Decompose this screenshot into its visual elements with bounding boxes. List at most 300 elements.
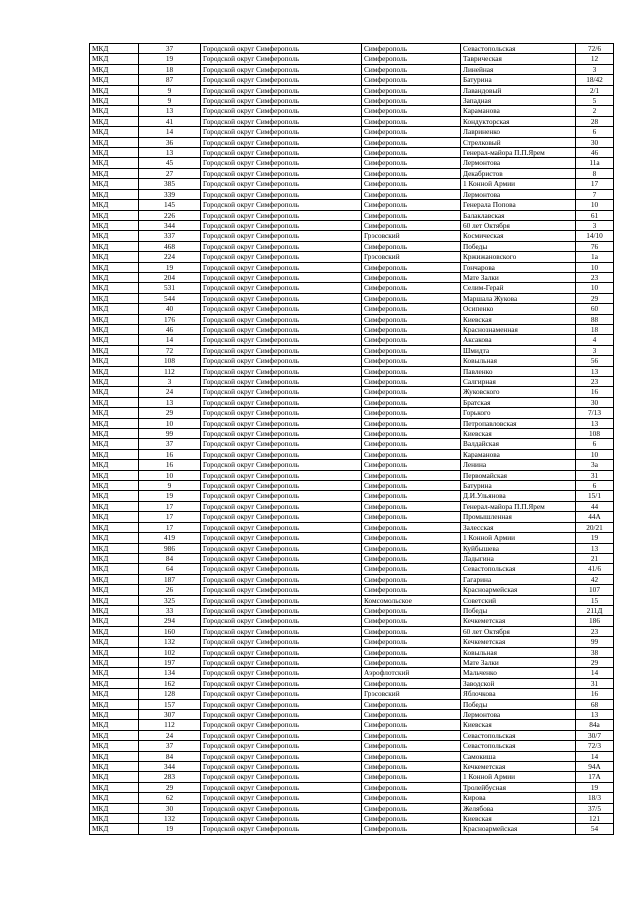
count-cell: 16 (139, 449, 201, 459)
table-row (90, 75, 614, 85)
street-cell: Яблочкова (461, 689, 576, 699)
house-number-cell: 7 (576, 189, 614, 199)
house-number-cell: 17 (576, 179, 614, 189)
building-type-cell: МКД (90, 678, 139, 688)
building-type-cell: МКД (90, 616, 139, 626)
house-number-cell: 56 (576, 356, 614, 366)
building-type-cell: МКД (90, 803, 139, 813)
municipality-cell: Городской округ Симферополь (201, 44, 362, 54)
municipality-cell: Городской округ Симферополь (201, 730, 362, 740)
building-type-cell: МКД (90, 64, 139, 74)
building-type-cell: МКД (90, 439, 139, 449)
locality-cell: Аэрофлотский (362, 668, 461, 678)
municipality-cell: Городской округ Симферополь (201, 543, 362, 553)
building-type-cell: МКД (90, 699, 139, 709)
street-cell: Желябова (461, 803, 576, 813)
table-row (90, 283, 614, 293)
locality-cell: Симферополь (362, 470, 461, 480)
street-cell: Таврическая (461, 54, 576, 64)
count-cell: 283 (139, 772, 201, 782)
count-cell: 13 (139, 106, 201, 116)
street-cell: Кондукторская (461, 116, 576, 126)
house-number-cell: 72/6 (576, 44, 614, 54)
street-cell: Победы (461, 699, 576, 709)
house-number-cell: 15/1 (576, 491, 614, 501)
building-type-cell: МКД (90, 449, 139, 459)
municipality-cell: Городской округ Симферополь (201, 449, 362, 459)
municipality-cell: Городской округ Симферополь (201, 429, 362, 439)
building-type-cell: МКД (90, 522, 139, 532)
street-cell: Шмидта (461, 345, 576, 355)
building-type-cell: МКД (90, 127, 139, 137)
municipality-cell: Городской округ Симферополь (201, 803, 362, 813)
municipality-cell: Городской округ Симферополь (201, 252, 362, 262)
house-number-cell: 30 (576, 137, 614, 147)
street-cell: Промышленная (461, 512, 576, 522)
municipality-cell: Городской округ Симферополь (201, 210, 362, 220)
street-cell: Стрелковый (461, 137, 576, 147)
house-number-cell: 31 (576, 470, 614, 480)
count-cell: 24 (139, 387, 201, 397)
house-number-cell: 3 (576, 345, 614, 355)
table-row (90, 189, 614, 199)
locality-cell: Симферополь (362, 564, 461, 574)
count-cell: 19 (139, 54, 201, 64)
table-row (90, 387, 614, 397)
count-cell: 16 (139, 460, 201, 470)
table-row (90, 293, 614, 303)
house-number-cell: 29 (576, 657, 614, 667)
municipality-cell: Городской округ Симферополь (201, 553, 362, 563)
house-number-cell: 28 (576, 116, 614, 126)
locality-cell: Симферополь (362, 772, 461, 782)
house-number-cell: 107 (576, 585, 614, 595)
municipality-cell: Городской округ Симферополь (201, 439, 362, 449)
municipality-cell: Городской округ Симферополь (201, 657, 362, 667)
municipality-cell: Городской округ Симферополь (201, 574, 362, 584)
table-row (90, 137, 614, 147)
municipality-cell: Городской округ Симферополь (201, 741, 362, 751)
street-cell: Кирова (461, 793, 576, 803)
building-type-cell: МКД (90, 657, 139, 667)
building-type-cell: МКД (90, 168, 139, 178)
locality-cell: Симферополь (362, 189, 461, 199)
building-type-cell: МКД (90, 647, 139, 657)
count-cell: 64 (139, 564, 201, 574)
house-number-cell: 1а (576, 252, 614, 262)
municipality-cell: Городской округ Симферополь (201, 616, 362, 626)
locality-cell: Симферополь (362, 96, 461, 106)
house-number-cell: 6 (576, 127, 614, 137)
street-cell: Кечкеметская (461, 762, 576, 772)
municipality-cell: Городской округ Симферополь (201, 64, 362, 74)
count-cell: 10 (139, 470, 201, 480)
table-row (90, 720, 614, 730)
building-type-cell: МКД (90, 304, 139, 314)
house-number-cell: 3 (576, 220, 614, 230)
municipality-cell: Городской округ Симферополь (201, 605, 362, 615)
count-cell: 19 (139, 491, 201, 501)
locality-cell: Симферополь (362, 335, 461, 345)
building-type-cell: МКД (90, 553, 139, 563)
table-row (90, 314, 614, 324)
locality-cell: Симферополь (362, 720, 461, 730)
table-row (90, 85, 614, 95)
street-cell: Ладыгина (461, 553, 576, 563)
table-row (90, 304, 614, 314)
locality-cell: Симферополь (362, 85, 461, 95)
street-cell: Маршала Жукова (461, 293, 576, 303)
locality-cell: Симферополь (362, 272, 461, 282)
table-row (90, 366, 614, 376)
table-row (90, 231, 614, 241)
locality-cell: Симферополь (362, 408, 461, 418)
locality-cell: Симферополь (362, 345, 461, 355)
municipality-cell: Городской округ Симферополь (201, 314, 362, 324)
table-row (90, 179, 614, 189)
municipality-cell: Городской округ Симферополь (201, 366, 362, 376)
building-type-cell: МКД (90, 293, 139, 303)
count-cell: 162 (139, 678, 201, 688)
table-row (90, 460, 614, 470)
building-type-cell: МКД (90, 814, 139, 824)
locality-cell: Симферополь (362, 626, 461, 636)
building-type-cell: МКД (90, 533, 139, 543)
count-cell: 27 (139, 168, 201, 178)
table-row (90, 470, 614, 480)
house-number-cell: 2/1 (576, 85, 614, 95)
street-cell: Батурина (461, 75, 576, 85)
street-cell: 1 Конной Армии (461, 772, 576, 782)
locality-cell: Симферополь (362, 54, 461, 64)
street-cell: Победы (461, 605, 576, 615)
house-number-cell: 13 (576, 366, 614, 376)
street-cell: Севастопольская (461, 730, 576, 740)
table-row (90, 241, 614, 251)
house-number-cell: 14/10 (576, 231, 614, 241)
locality-cell: Симферополь (362, 616, 461, 626)
table-row (90, 564, 614, 574)
building-type-cell: МКД (90, 54, 139, 64)
street-cell: 1 Конной Армии (461, 533, 576, 543)
table-row (90, 418, 614, 428)
table-row (90, 585, 614, 595)
locality-cell: Симферополь (362, 762, 461, 772)
municipality-cell: Городской округ Симферополь (201, 116, 362, 126)
locality-cell: Симферополь (362, 397, 461, 407)
count-cell: 46 (139, 324, 201, 334)
street-cell: Победы (461, 241, 576, 251)
count-cell: 24 (139, 730, 201, 740)
house-number-cell: 14 (576, 751, 614, 761)
table-row (90, 262, 614, 272)
building-type-cell: МКД (90, 481, 139, 491)
table-row (90, 533, 614, 543)
table-row (90, 782, 614, 792)
building-type-cell: МКД (90, 44, 139, 54)
locality-cell: Симферополь (362, 710, 461, 720)
street-cell: Заводской (461, 678, 576, 688)
house-number-cell: 72/3 (576, 741, 614, 751)
table-row (90, 106, 614, 116)
locality-cell: Симферополь (362, 605, 461, 615)
locality-cell: Симферополь (362, 533, 461, 543)
street-cell: Киевская (461, 720, 576, 730)
house-number-cell: 18 (576, 324, 614, 334)
count-cell: 468 (139, 241, 201, 251)
house-number-cell: 6 (576, 439, 614, 449)
municipality-cell: Городской округ Симферополь (201, 137, 362, 147)
building-type-cell: МКД (90, 377, 139, 387)
building-type-cell: МКД (90, 96, 139, 106)
building-type-cell: МКД (90, 626, 139, 636)
house-number-cell: 211Д (576, 605, 614, 615)
table-row (90, 220, 614, 230)
locality-cell: Симферополь (362, 512, 461, 522)
municipality-cell: Городской округ Симферополь (201, 356, 362, 366)
building-type-cell: МКД (90, 418, 139, 428)
count-cell: 99 (139, 429, 201, 439)
table-row (90, 772, 614, 782)
table-row (90, 127, 614, 137)
building-type-cell: МКД (90, 137, 139, 147)
table-row (90, 96, 614, 106)
municipality-cell: Городской округ Симферополь (201, 148, 362, 158)
count-cell: 187 (139, 574, 201, 584)
building-type-cell: МКД (90, 512, 139, 522)
count-cell: 45 (139, 158, 201, 168)
table-row (90, 824, 614, 834)
building-type-cell: МКД (90, 637, 139, 647)
locality-cell: Симферополь (362, 356, 461, 366)
count-cell: 531 (139, 283, 201, 293)
street-cell: Мате Залки (461, 272, 576, 282)
municipality-cell: Городской округ Симферополь (201, 418, 362, 428)
house-number-cell: 76 (576, 241, 614, 251)
locality-cell: Симферополь (362, 106, 461, 116)
municipality-cell: Городской округ Симферополь (201, 533, 362, 543)
locality-cell: Симферополь (362, 314, 461, 324)
house-number-cell: 30 (576, 397, 614, 407)
street-cell: Ковыльная (461, 647, 576, 657)
building-type-cell: МКД (90, 387, 139, 397)
count-cell: 344 (139, 762, 201, 772)
table-row (90, 252, 614, 262)
count-cell: 41 (139, 116, 201, 126)
street-cell: Батурина (461, 481, 576, 491)
house-number-cell: 19 (576, 782, 614, 792)
building-type-cell: МКД (90, 762, 139, 772)
locality-cell: Симферополь (362, 241, 461, 251)
count-cell: 29 (139, 782, 201, 792)
building-type-cell: МКД (90, 75, 139, 85)
locality-cell: Симферополь (362, 439, 461, 449)
locality-cell: Грэсовский (362, 689, 461, 699)
building-type-cell: МКД (90, 564, 139, 574)
count-cell: 419 (139, 533, 201, 543)
house-number-cell: 37/5 (576, 803, 614, 813)
building-type-cell: МКД (90, 335, 139, 345)
locality-cell: Симферополь (362, 449, 461, 459)
table-row (90, 626, 614, 636)
municipality-cell: Городской округ Симферополь (201, 585, 362, 595)
street-cell: Кржижановского (461, 252, 576, 262)
street-cell: Киевская (461, 314, 576, 324)
building-type-cell: МКД (90, 491, 139, 501)
house-number-cell: 23 (576, 272, 614, 282)
street-cell: Краснознаменная (461, 324, 576, 334)
locality-cell: Симферополь (362, 137, 461, 147)
house-number-cell: 7/13 (576, 408, 614, 418)
building-type-cell: МКД (90, 314, 139, 324)
municipality-cell: Городской округ Симферополь (201, 220, 362, 230)
house-number-cell: 18/3 (576, 793, 614, 803)
house-number-cell: 54 (576, 824, 614, 834)
table-row (90, 793, 614, 803)
house-number-cell: 18/42 (576, 75, 614, 85)
count-cell: 19 (139, 262, 201, 272)
street-cell: Д.И.Ульянова (461, 491, 576, 501)
count-cell: 134 (139, 668, 201, 678)
municipality-cell: Городской округ Симферополь (201, 335, 362, 345)
municipality-cell: Городской округ Симферополь (201, 241, 362, 251)
table-row (90, 637, 614, 647)
house-number-cell: 68 (576, 699, 614, 709)
table-row (90, 54, 614, 64)
table-row (90, 408, 614, 418)
building-type-cell: МКД (90, 210, 139, 220)
municipality-cell: Городской округ Симферополь (201, 710, 362, 720)
locality-cell: Симферополь (362, 751, 461, 761)
house-number-cell: 19 (576, 533, 614, 543)
count-cell: 10 (139, 418, 201, 428)
house-number-cell: 10 (576, 262, 614, 272)
count-cell: 9 (139, 481, 201, 491)
municipality-cell: Городской округ Симферополь (201, 377, 362, 387)
municipality-cell: Городской округ Симферополь (201, 689, 362, 699)
street-cell: Жуковского (461, 387, 576, 397)
street-cell: Лавриненко (461, 127, 576, 137)
locality-cell: Симферополь (362, 501, 461, 511)
table-row (90, 64, 614, 74)
house-number-cell: 13 (576, 543, 614, 553)
count-cell: 3 (139, 377, 201, 387)
locality-cell: Симферополь (362, 814, 461, 824)
house-number-cell: 3а (576, 460, 614, 470)
count-cell: 108 (139, 356, 201, 366)
count-cell: 325 (139, 595, 201, 605)
building-type-cell: МКД (90, 85, 139, 95)
table-row (90, 595, 614, 605)
count-cell: 17 (139, 512, 201, 522)
house-number-cell: 99 (576, 637, 614, 647)
street-cell: Космическая (461, 231, 576, 241)
street-cell: Салгирная (461, 377, 576, 387)
housing-table (89, 43, 614, 835)
street-cell: Павленко (461, 366, 576, 376)
count-cell: 33 (139, 605, 201, 615)
count-cell: 112 (139, 366, 201, 376)
building-type-cell: МКД (90, 283, 139, 293)
street-cell: Севастопольская (461, 741, 576, 751)
municipality-cell: Городской округ Симферополь (201, 397, 362, 407)
locality-cell: Симферополь (362, 574, 461, 584)
table-row (90, 814, 614, 824)
house-number-cell: 46 (576, 148, 614, 158)
locality-cell: Симферополь (362, 553, 461, 563)
building-type-cell: МКД (90, 543, 139, 553)
street-cell: Аксакова (461, 335, 576, 345)
municipality-cell: Городской округ Симферополь (201, 168, 362, 178)
table-row (90, 491, 614, 501)
table-row (90, 678, 614, 688)
street-cell: 60 лет Октября (461, 626, 576, 636)
locality-cell: Грэсовский (362, 252, 461, 262)
locality-cell: Симферополь (362, 793, 461, 803)
street-cell: Мате Залки (461, 657, 576, 667)
count-cell: 18 (139, 64, 201, 74)
municipality-cell: Городской округ Симферополь (201, 782, 362, 792)
municipality-cell: Городской округ Симферополь (201, 647, 362, 657)
locality-cell: Симферополь (362, 730, 461, 740)
count-cell: 84 (139, 751, 201, 761)
locality-cell: Симферополь (362, 741, 461, 751)
building-type-cell: МКД (90, 366, 139, 376)
house-number-cell: 10 (576, 200, 614, 210)
street-cell: Лавандовый (461, 85, 576, 95)
municipality-cell: Городской округ Симферополь (201, 522, 362, 532)
locality-cell: Симферополь (362, 418, 461, 428)
building-type-cell: МКД (90, 356, 139, 366)
municipality-cell: Городской округ Симферополь (201, 345, 362, 355)
municipality-cell: Городской округ Симферополь (201, 96, 362, 106)
table-row (90, 481, 614, 491)
street-cell: Генерала Попова (461, 200, 576, 210)
house-number-cell: 21 (576, 553, 614, 563)
municipality-cell: Городской округ Симферополь (201, 54, 362, 64)
table-row (90, 741, 614, 751)
municipality-cell: Городской округ Симферополь (201, 699, 362, 709)
street-cell: Ленина (461, 460, 576, 470)
building-type-cell: МКД (90, 106, 139, 116)
municipality-cell: Городской округ Симферополь (201, 189, 362, 199)
municipality-cell: Городской округ Симферополь (201, 293, 362, 303)
street-cell: Генерал-майора П.П.Ярем (461, 148, 576, 158)
locality-cell: Симферополь (362, 481, 461, 491)
building-type-cell: МКД (90, 720, 139, 730)
house-number-cell: 16 (576, 689, 614, 699)
building-type-cell: МКД (90, 324, 139, 334)
building-type-cell: МКД (90, 741, 139, 751)
building-type-cell: МКД (90, 574, 139, 584)
house-number-cell: 88 (576, 314, 614, 324)
building-type-cell: МКД (90, 429, 139, 439)
table-row (90, 324, 614, 334)
street-cell: Братская (461, 397, 576, 407)
municipality-cell: Городской округ Симферополь (201, 491, 362, 501)
table-row (90, 356, 614, 366)
building-type-cell: МКД (90, 460, 139, 470)
building-type-cell: МКД (90, 793, 139, 803)
street-cell: Селим-Герай (461, 283, 576, 293)
house-number-cell: 23 (576, 626, 614, 636)
table-row (90, 148, 614, 158)
building-type-cell: МКД (90, 252, 139, 262)
table-row (90, 762, 614, 772)
building-type-cell: МКД (90, 408, 139, 418)
house-number-cell: 61 (576, 210, 614, 220)
house-number-cell: 17А (576, 772, 614, 782)
